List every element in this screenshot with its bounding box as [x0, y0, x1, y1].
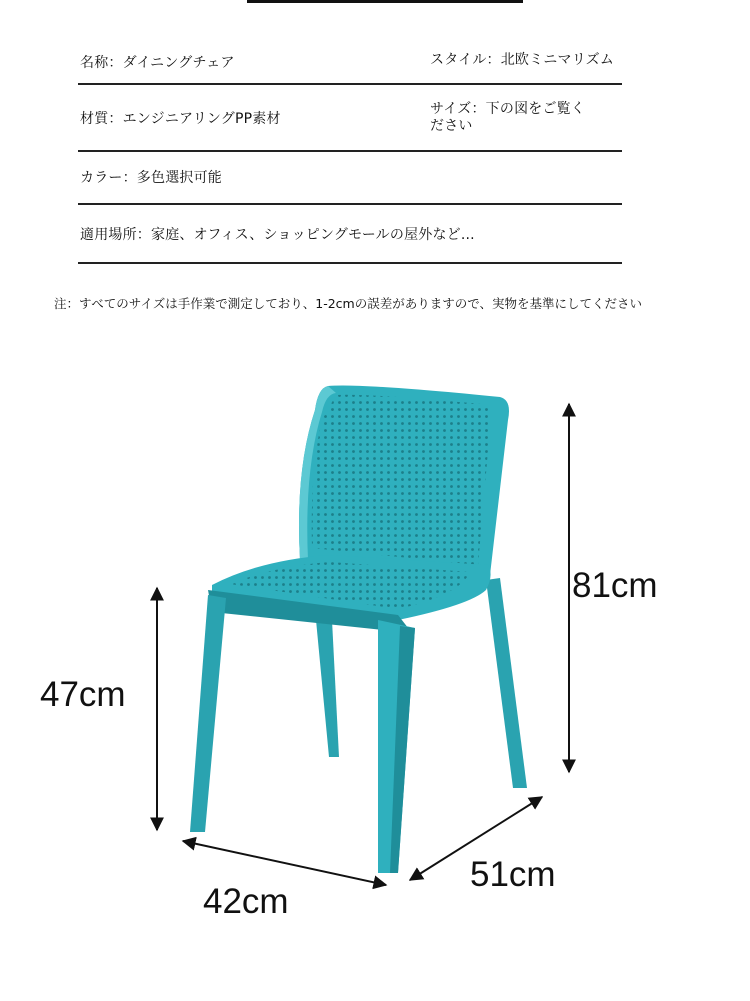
seat-height-label: 47cm [40, 675, 126, 714]
chair-front-leg-left [190, 595, 226, 832]
spec-color: カラー：多色選択可能 [80, 170, 222, 186]
spec-size-line1: サイズ：下の図をご覧く [430, 101, 586, 117]
spec-material: 材質：エンジニアリングPP素材 [80, 111, 281, 127]
width-label: 42cm [203, 882, 289, 921]
height-label: 81cm [572, 566, 658, 605]
measurement-note: 注：すべてのサイズは手作業で測定しており、1-2cmの誤差がありますので、実物を基準にしてください [54, 296, 642, 311]
chair-back-leg-left [316, 620, 339, 757]
spec-style: スタイル：北欧ミニマリズム [430, 52, 615, 68]
chair-back-leg-right [486, 578, 527, 788]
width-arrow [183, 841, 386, 885]
chair-backrest-perforation [312, 395, 492, 565]
depth-label: 51cm [470, 855, 556, 894]
spec-usage: 適用場所：家庭、オフィス、ショッピングモールの屋外など... [80, 227, 475, 243]
spec-name: 名称：ダイニングチェア [80, 55, 235, 71]
chair-image [190, 385, 527, 873]
spec-size-line2: ださい [430, 118, 473, 134]
